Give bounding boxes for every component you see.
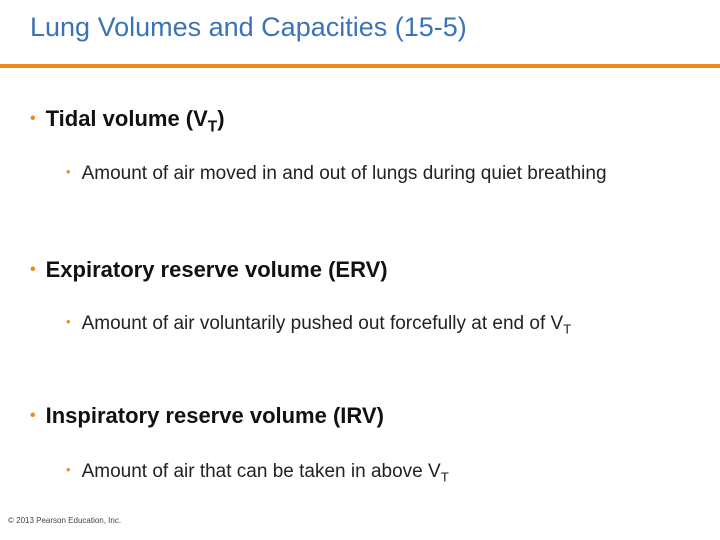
sub-bullet-text: Amount of air moved in and out of lungs during quiet breathing [81,163,607,184]
sub-bullet-tidal-volume [66,154,700,192]
bullet-heading: Inspiratory reserve volume (IRV) [45,403,384,428]
slide-title: Lung Volumes and Capacities (15-5) [30,12,467,42]
bullet-expiratory-reserve-volume [30,257,388,283]
sub-bullet-dot-icon: • [66,164,71,179]
bullet-dot-icon: • [30,407,36,424]
subscript: T [207,118,218,136]
sub-bullet-expiratory-reserve-volume [66,304,700,348]
sub-bullet-dot-icon: • [66,462,71,477]
bullet-tidal-volume [30,106,225,136]
subscript: T [440,469,449,485]
title-divider [0,64,720,68]
subscript: T [563,321,572,337]
sub-bullet-inspiratory-reserve-volume [66,452,700,496]
bullet-heading: Expiratory reserve volume (ERV) [45,257,388,282]
bullet-dot-icon: • [30,261,36,278]
sub-bullet-dot-icon: • [66,314,71,329]
bullet-heading-tail: ) [217,106,225,131]
sub-bullet-text: Amount of air voluntarily pushed out forcefully at end of V [81,313,564,334]
sub-bullet-text: Amount of air that can be taken in above V [81,461,441,482]
bullet-inspiratory-reserve-volume [30,403,384,429]
copyright-notice: © 2013 Pearson Education, Inc. [8,516,122,525]
bullet-dot-icon: • [30,110,36,127]
bullet-heading: Tidal volume (V [45,106,208,131]
